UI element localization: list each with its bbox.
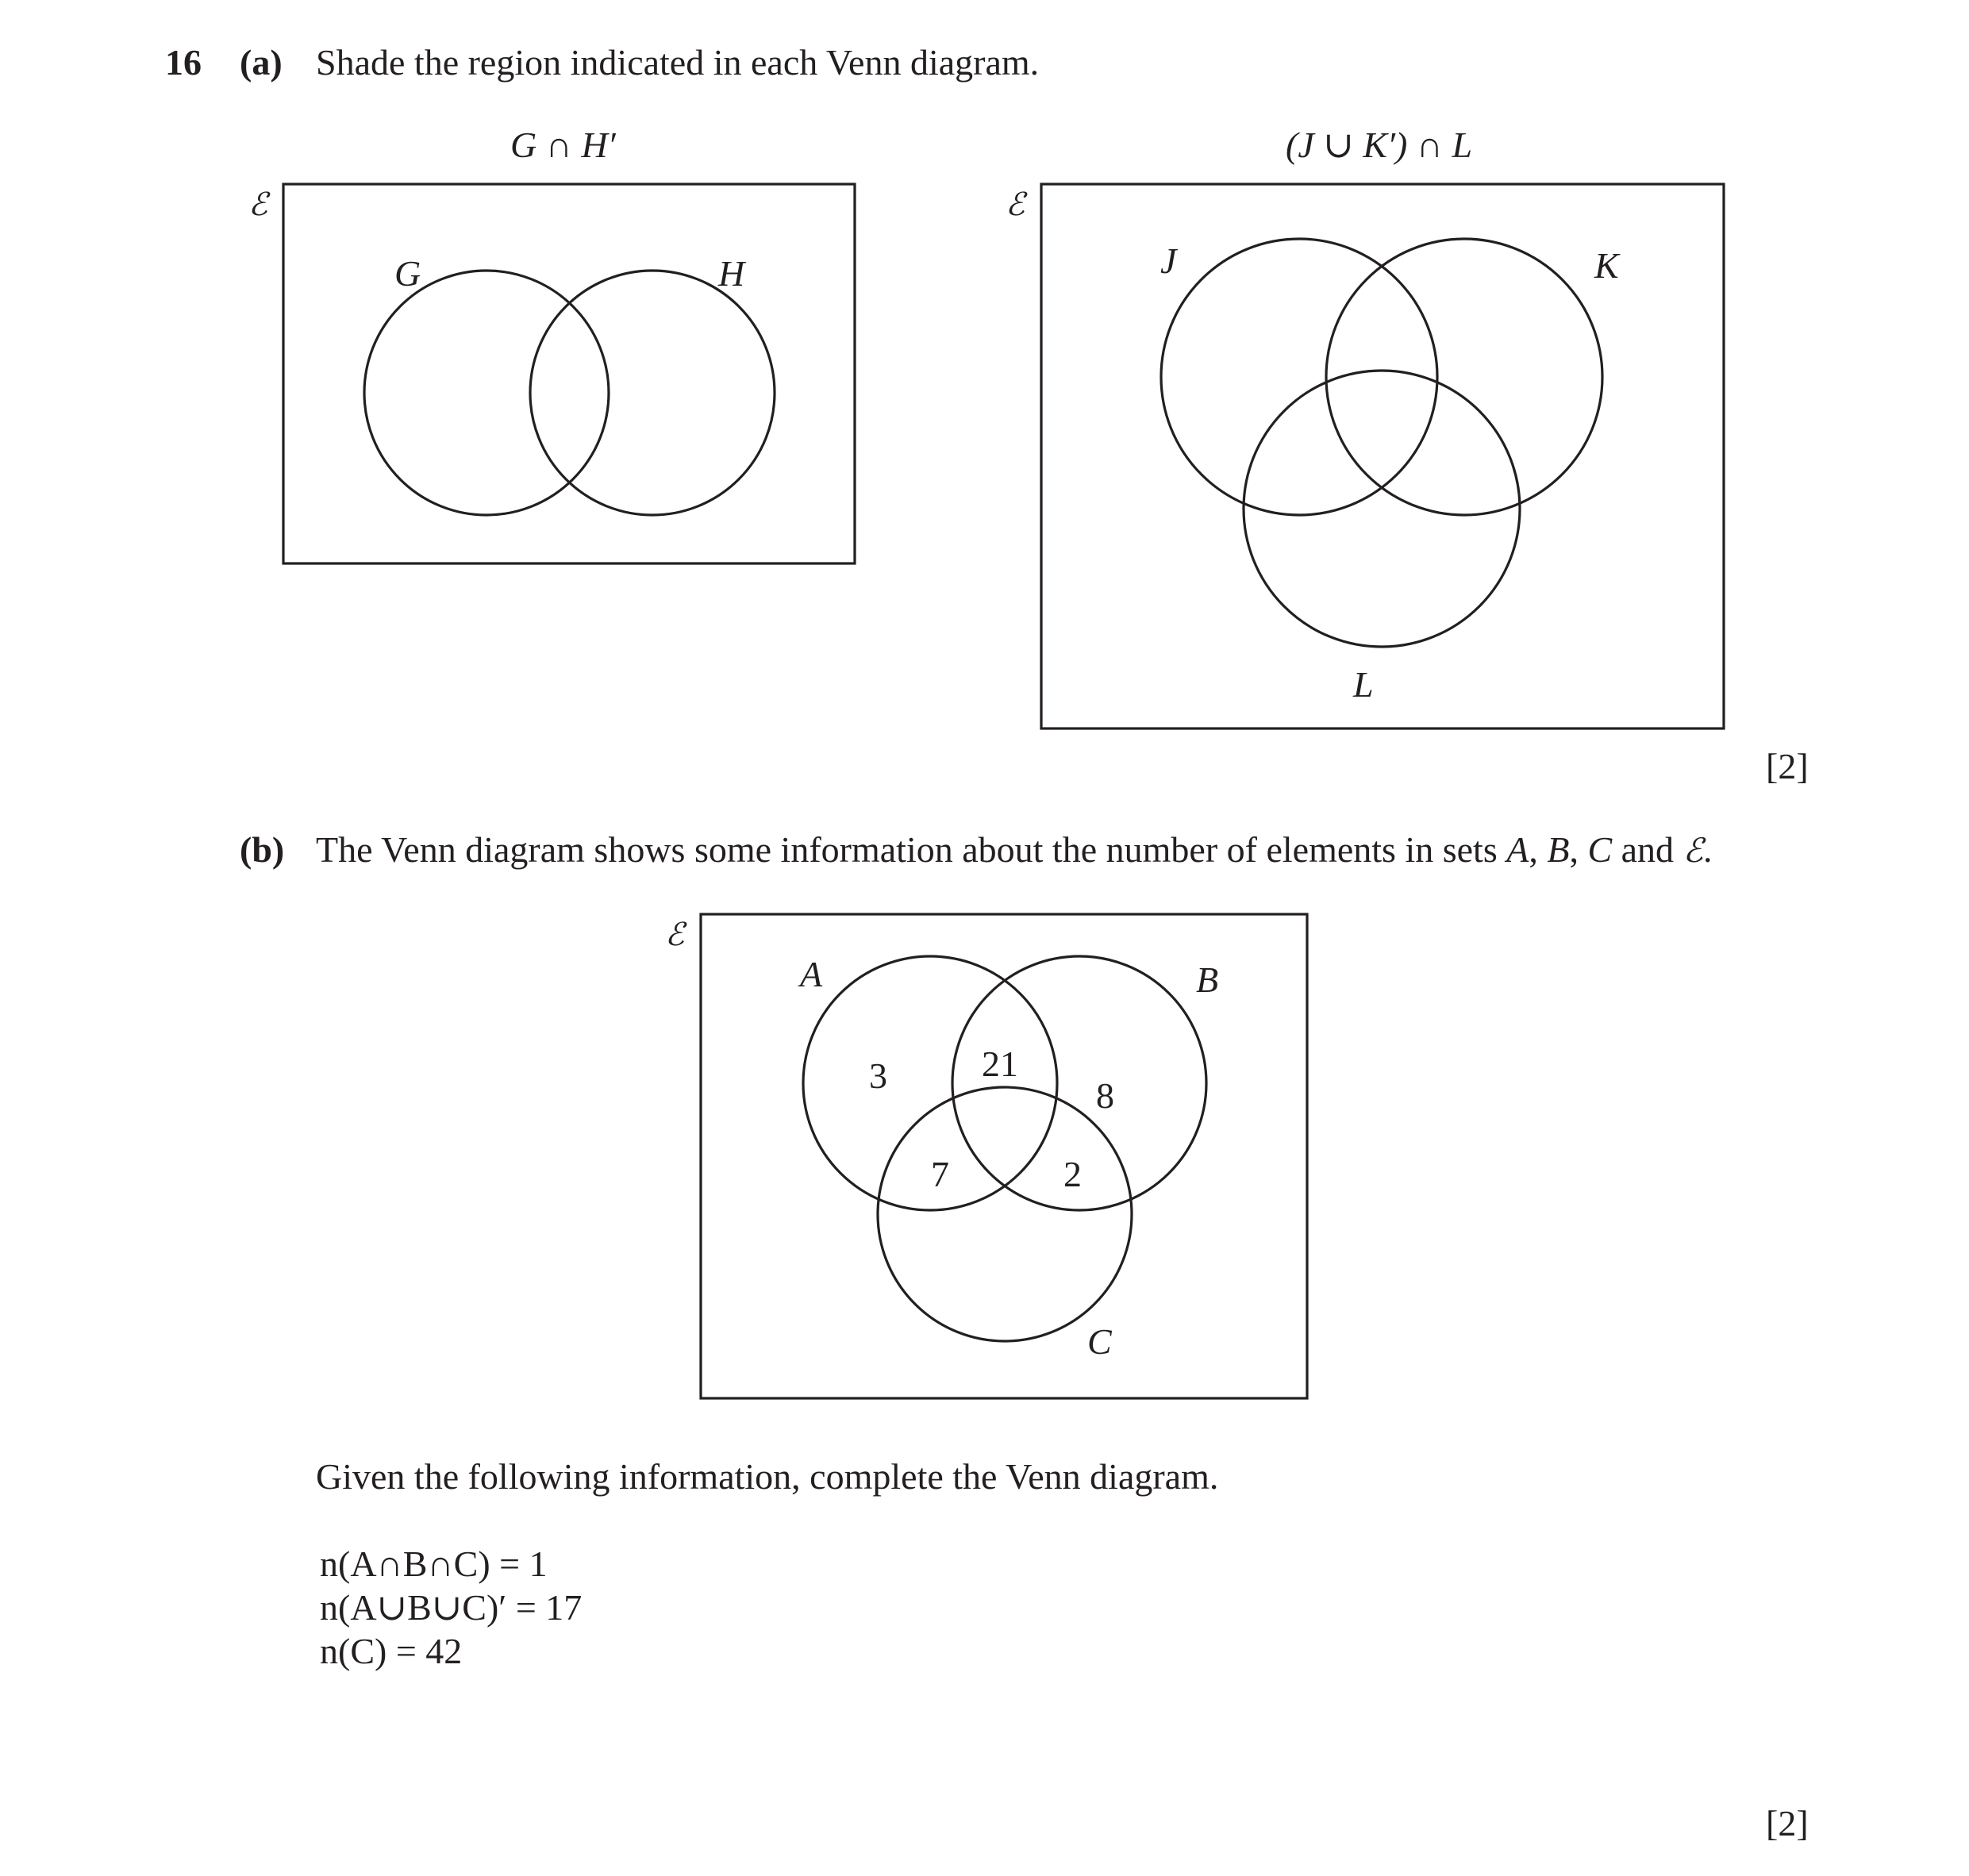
diagram2-expression: (J ∪ K′) ∩ L <box>1286 125 1473 165</box>
set-label-j: J <box>1160 240 1177 281</box>
condition-intersection-all: n(A∩B∩C) = 1 <box>320 1543 548 1584</box>
part-a-label: (a) <box>240 42 283 83</box>
part-b-intro: The Venn diagram shows some information about the number of elements in sets A, B, C and ℰ. <box>316 829 1713 870</box>
set-label-k: K <box>1594 245 1619 286</box>
set-label-b: B <box>1196 959 1219 1000</box>
region-value-b-only: 8 <box>1096 1075 1114 1116</box>
set-label-g: G <box>394 253 421 294</box>
condition-n-c: n(C) = 42 <box>320 1631 463 1671</box>
part-a-instruction: Shade the region indicated in each Venn diagram. <box>316 42 1040 83</box>
part-b-marks: [2] <box>1766 1803 1809 1843</box>
part-b-label: (b) <box>240 829 285 870</box>
region-value-a-c-only: 7 <box>931 1154 949 1194</box>
region-value-a-b-only: 21 <box>982 1044 1018 1084</box>
region-value-a-only: 3 <box>869 1055 887 1096</box>
diagram1-expression: G ∩ H′ <box>510 125 616 165</box>
set-label-c: C <box>1087 1321 1112 1362</box>
set-label-l: L <box>1353 664 1374 705</box>
set-c-circle <box>878 1087 1132 1341</box>
universal-set-symbol: ℰ <box>1006 186 1025 223</box>
part-a-marks: [2] <box>1766 746 1809 786</box>
universal-set-symbol: ℰ <box>665 917 685 953</box>
set-a-circle <box>803 956 1057 1210</box>
given-information-text: Given the following information, complete the Venn diagram. <box>316 1456 1219 1497</box>
condition-union-complement: n(A∪B∪C)′ = 17 <box>320 1587 583 1628</box>
universal-set-symbol: ℰ <box>248 186 268 223</box>
set-label-h: H <box>718 253 745 294</box>
set-label-a: A <box>800 954 823 994</box>
question-number: 16 <box>165 42 202 83</box>
region-value-b-c-only: 2 <box>1063 1154 1082 1194</box>
